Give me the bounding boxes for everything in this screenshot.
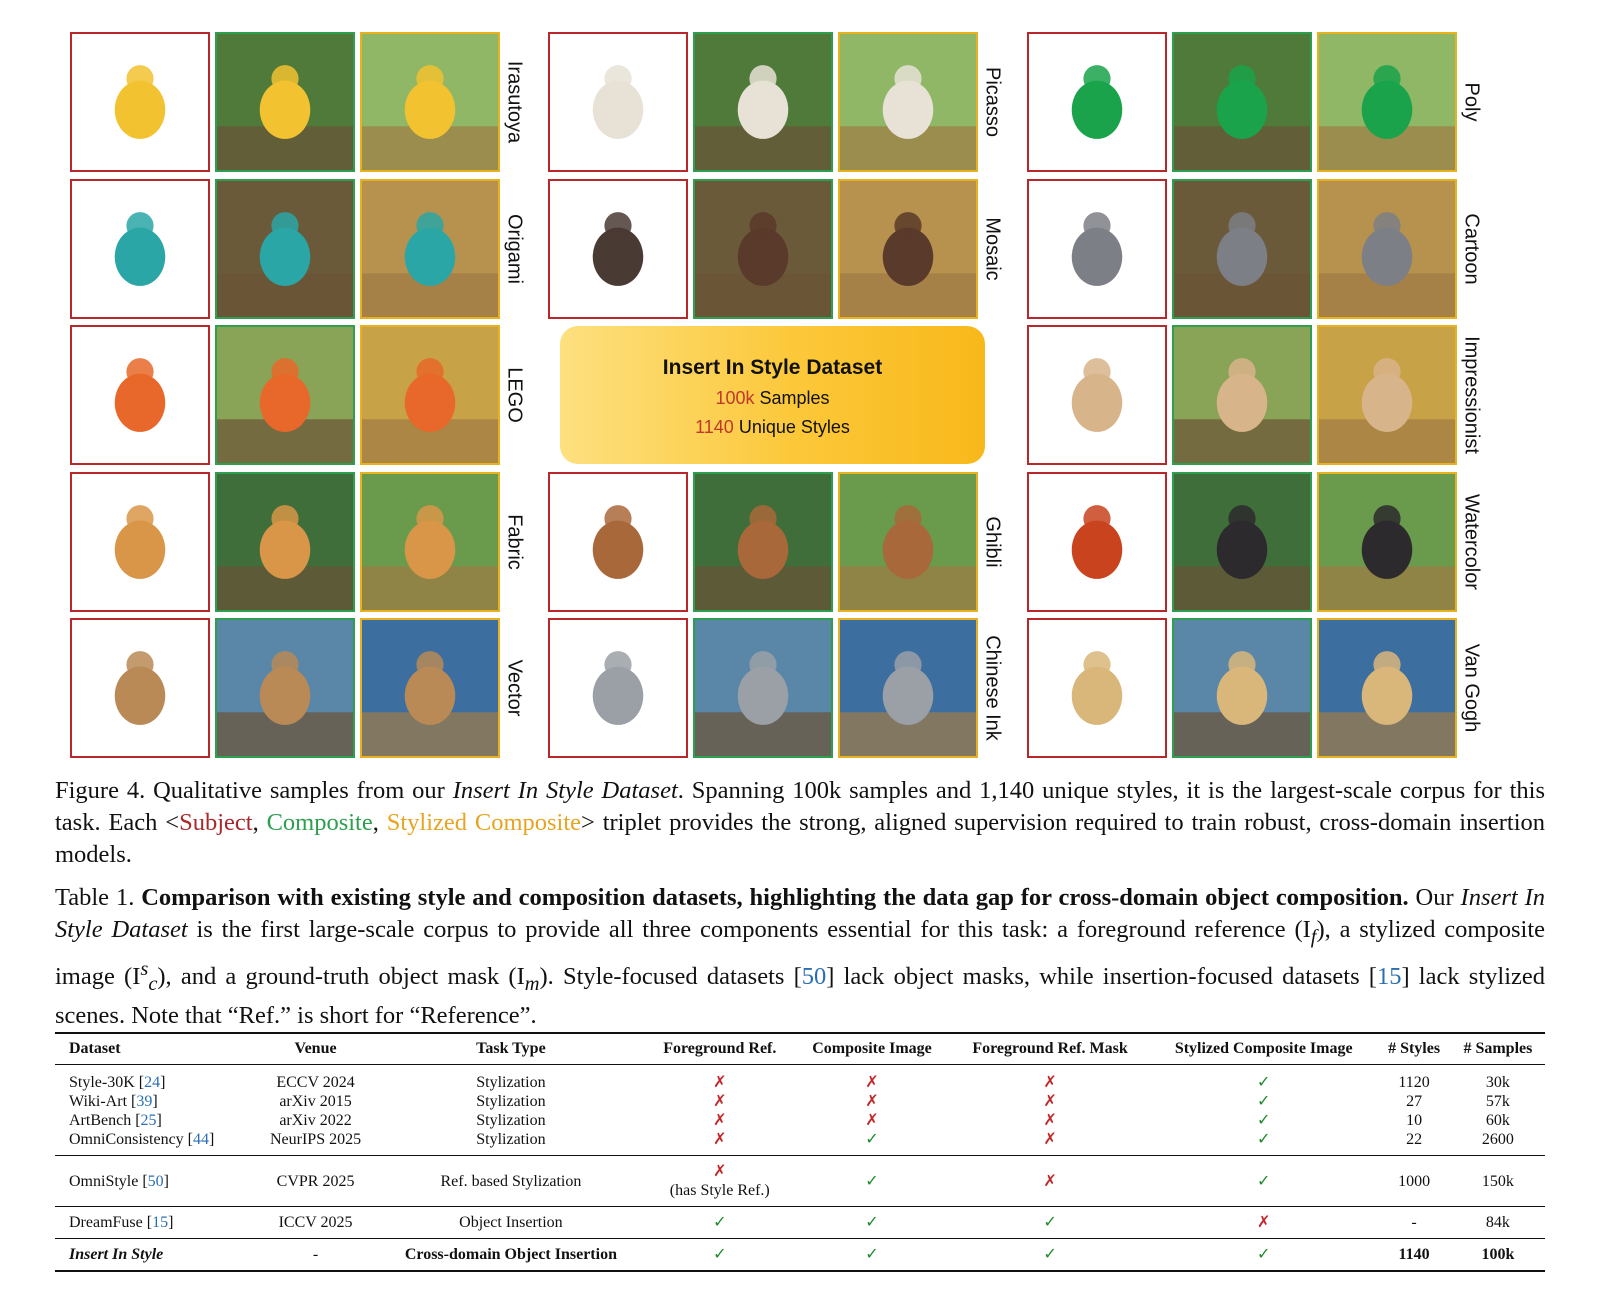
composite-image — [215, 618, 355, 758]
woman-cat-icon — [840, 181, 976, 317]
stylized-composite-image — [360, 179, 500, 319]
gem-icon — [1319, 34, 1455, 170]
cup-icon — [840, 34, 976, 170]
composite-image — [1172, 179, 1312, 319]
style-label: Vector — [503, 659, 526, 717]
table-row: DreamFuse [15] ICCV 2025 Object Insertion ✓ ✓ ✓ ✗ - 84k — [55, 1207, 1545, 1239]
header-samples: # Samples — [1451, 1033, 1545, 1065]
chair-icon — [362, 34, 498, 170]
composite-image — [215, 179, 355, 319]
table-caption: Table 1. Comparison with existing style and composition datasets, highlighting the data gap for cross-domain object composition. Our Insert In Style Dataset is the first large-scale corpus to provide all three components essential for this task: a foreground reference $(I_f)$, a stylized composite image $(I^s_c)$, and a ground-truth object mask $(I_m)$. Style-focused datasets [50] lack object masks, while insertion-focused datasets [15] lack stylized scenes. Note that “Ref.” is short for “Reference”. — [55, 884, 1546, 1029]
fox-icon — [72, 327, 208, 463]
table-header-row — [55, 1033, 1545, 1065]
composite-image — [1172, 472, 1312, 612]
table-row: OmniConsistency [44] NeurIPS 2025 Stylization ✗ ✓ ✗ ✓ 22 2600 — [69, 1131, 1514, 1148]
header-venue: Venue — [255, 1033, 376, 1065]
composite-image — [1172, 325, 1312, 465]
table-row: Style-30K [24] ECCV 2024 Stylization ✗ ✗ ✗ ✓ 1120 30k — [69, 1074, 1510, 1091]
stylized-composite-image — [360, 472, 500, 612]
coffee-cup-icon — [362, 620, 498, 756]
style-label: Fabric — [503, 514, 526, 570]
puppy-icon — [550, 474, 686, 610]
subject-image — [1027, 179, 1167, 319]
koala-icon — [1174, 181, 1310, 317]
style-label: Impressionist — [1460, 336, 1483, 454]
guinea-pig-icon — [72, 474, 208, 610]
table-row: OmniStyle [50] CVPR 2025 Ref. based Stylization ✗ (has Style Ref.) ✓ ✗ ✓ 1000 150k — [55, 1156, 1545, 1207]
subject-image — [70, 618, 210, 758]
cat-icon — [550, 181, 686, 317]
coffee-cup-icon — [72, 620, 208, 756]
fan-icon — [1319, 620, 1455, 756]
subject-image — [1027, 325, 1167, 465]
subject-image — [548, 618, 688, 758]
stylized-composite-image — [1317, 618, 1457, 758]
figure-caption: Figure 4. Qualitative samples from our Insert In Style Dataset. Spanning 100k samples and 1,140 unique styles, it is the largest-scale corpus for this task. Each <Subject, Composite, Stylized Composite> triplet provides the strong, aligned supervision required to train robust, cross-domain insertion models. — [55, 777, 1546, 868]
stylized-composite-image — [1317, 472, 1457, 612]
table-row-ours: Insert In Style - Cross-domain Object Insertion ✓ ✓ ✓ ✓ 1140 100k — [55, 1239, 1545, 1272]
style-label: Mosaic — [981, 217, 1004, 281]
composite-image — [215, 32, 355, 172]
style-label: Picasso — [981, 66, 1004, 138]
style-label: Cartoon — [1460, 213, 1483, 285]
chair-icon — [72, 34, 208, 170]
subject-image — [70, 325, 210, 465]
clip-icon — [550, 620, 686, 756]
stylized-composite-image — [1317, 179, 1457, 319]
header-task-type: Task Type — [376, 1033, 645, 1065]
grinder-icon — [217, 181, 353, 317]
grinder-icon — [72, 181, 208, 317]
clip-icon — [695, 620, 831, 756]
bunny-icon — [1174, 327, 1310, 463]
woman-cat-icon — [695, 181, 831, 317]
banner-samples: 100k Samples — [715, 388, 830, 408]
subject-image — [70, 179, 210, 319]
gem-icon — [1029, 34, 1165, 170]
subject-image — [70, 32, 210, 172]
composite-image — [693, 32, 833, 172]
clip-icon — [840, 620, 976, 756]
composite-image — [693, 472, 833, 612]
gem-icon — [1174, 34, 1310, 170]
subject-image — [1027, 32, 1167, 172]
bunny-icon — [1029, 327, 1165, 463]
guinea-pig-icon — [362, 474, 498, 610]
banner-styles: 1140 Unique Styles — [695, 417, 850, 437]
cup-icon — [695, 34, 831, 170]
koala-icon — [1029, 181, 1165, 317]
bottle-icon — [1029, 474, 1165, 610]
koala-icon — [1319, 181, 1455, 317]
puppy-icon — [840, 474, 976, 610]
fan-icon — [1174, 620, 1310, 756]
coffee-cup-icon — [217, 620, 353, 756]
comparison-table — [55, 1032, 1545, 1272]
style-label: Watercolor — [1460, 494, 1483, 590]
subject-image — [548, 472, 688, 612]
subject-image — [548, 179, 688, 319]
woman-bottle-icon — [1319, 474, 1455, 610]
stylized-composite-image — [838, 618, 978, 758]
stylized-composite-image — [838, 179, 978, 319]
stylized-composite-image — [838, 472, 978, 612]
puppy-icon — [695, 474, 831, 610]
style-label: Origami — [503, 213, 526, 285]
fox-icon — [217, 327, 353, 463]
style-label: Ghibli — [981, 516, 1004, 568]
style-label: Chinese Ink — [981, 635, 1004, 741]
composite-image — [1172, 32, 1312, 172]
chair-icon — [217, 34, 353, 170]
style-label: LEGO — [503, 367, 526, 423]
header-composite-image: Composite Image — [794, 1033, 950, 1065]
woman-bottle-icon — [1174, 474, 1310, 610]
stylized-composite-image — [838, 32, 978, 172]
style-label: Van Gogh — [1460, 643, 1483, 733]
style-label: Poly — [1460, 82, 1483, 122]
stylized-composite-image — [360, 325, 500, 465]
cup-icon — [550, 34, 686, 170]
composite-image — [693, 618, 833, 758]
stylized-composite-image — [1317, 325, 1457, 465]
guinea-pig-icon — [217, 474, 353, 610]
fox-icon — [362, 327, 498, 463]
composite-image — [693, 179, 833, 319]
table-row: Wiki-Art [39] arXiv 2015 Stylization ✗ ✗ ✗ ✓ 27 57k — [69, 1093, 1510, 1110]
composite-image — [215, 325, 355, 465]
header-foreground-mask: Foreground Ref. Mask — [950, 1033, 1150, 1065]
subject-image — [1027, 618, 1167, 758]
composite-image — [215, 472, 355, 612]
banner-title: Insert In Style Dataset — [662, 356, 883, 379]
stylized-composite-image — [360, 32, 500, 172]
subject-image — [1027, 472, 1167, 612]
grinder-icon — [362, 181, 498, 317]
subject-image — [70, 472, 210, 612]
dataset-banner — [560, 326, 985, 464]
composite-image — [1172, 618, 1312, 758]
header-dataset: Dataset — [55, 1033, 255, 1065]
header-stylized-composite: Stylized Composite Image — [1150, 1033, 1377, 1065]
table-row: ArtBench [25] arXiv 2022 Stylization ✗ ✗ ✗ ✓ 10 60k — [69, 1112, 1510, 1129]
style-label: Irasutoya — [503, 60, 526, 144]
stylized-composite-image — [1317, 32, 1457, 172]
header-foreground-ref: Foreground Ref. — [646, 1033, 794, 1065]
fan-icon — [1029, 620, 1165, 756]
header-styles: # Styles — [1377, 1033, 1450, 1065]
bunny-icon — [1319, 327, 1455, 463]
stylized-composite-image — [360, 618, 500, 758]
subject-image — [548, 32, 688, 172]
